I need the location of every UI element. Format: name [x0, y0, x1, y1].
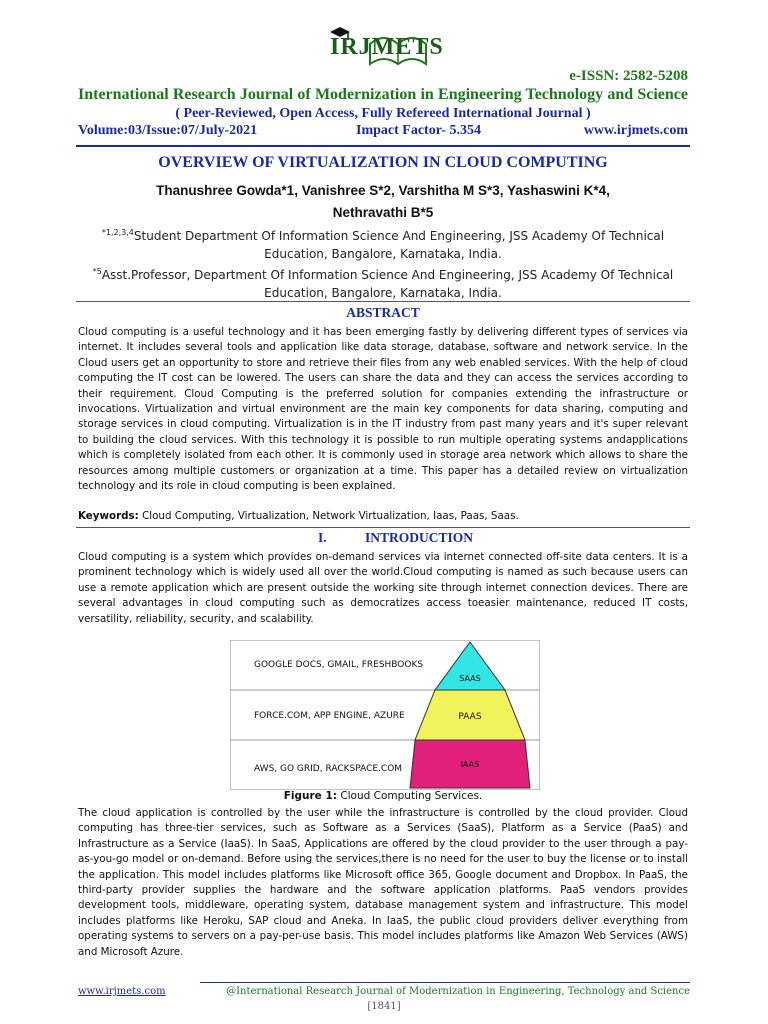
logo-text: IRJMETS: [330, 34, 444, 60]
impact-factor: Impact Factor- 5.354: [356, 123, 482, 138]
authors-line-2: Nethravathi B*5: [332, 205, 434, 220]
issn: e-ISSN: 2582-5208: [569, 68, 688, 84]
affiliation-2-text: Asst.Professor, Department Of Information Science And Engineering, JSS Academy Of Technical Education, Bangalore, Karnataka, India.: [101, 268, 674, 300]
keywords-text: Cloud Computing, Virtualization, Network Virtualization, Iaas, Paas, Saas.: [142, 510, 519, 522]
header-divider: [76, 145, 690, 147]
paas-examples: FORCE.COM, APP ENGINE, AZURE: [254, 711, 405, 721]
footer-divider: [200, 982, 690, 983]
abstract-heading: ABSTRACT: [346, 305, 420, 320]
affiliation-1-marker: *1,2,3,4: [101, 228, 134, 237]
cloud-services-figure: [230, 640, 540, 790]
intro-paragraph-1: Cloud computing is a system which provides on-demand services via internet connected off-site data centers. It is a prominent technology which is widely used all over the world.Cloud computing is named as such because users can use a remote application which are present outside the working site through internet connection devices. There are several advantages in cloud computing such as democratizes access toeasier maintenance, reduced IT costs, versatility, reliability, security, and scalability.: [78, 551, 688, 625]
figure-caption-label: Figure 1:: [283, 790, 337, 802]
paas-label: PAAS: [458, 712, 482, 722]
saas-label: SAAS: [459, 674, 481, 683]
keywords-label: Keywords:: [78, 510, 139, 522]
page-number: [1841]: [367, 1001, 401, 1012]
volume-issue: Volume:03/Issue:07/July-2021: [78, 123, 258, 138]
intro-paragraph-2: The cloud application is controlled by the user while the infrastructure is controlled by the cloud provider. Cloud computing has three-tier services, such as Software as a Services (SaaS), Platform as a Service (PaaS) and Infrastructure as a Service (IaaS). In SaaS, Applications are offered by the cloud provider to the user through a pay-as-you-go model or on-demand. Before using the services,there is no need for the user to buy the license or to install the application. This model includes platforms like Microsoft office 365, Google document and Dropbox. In PaaS, the third-party provider supplies the hardware and the software application platforms. PaaS vendors provides development tools, middleware, operating system, database management system and infrastructure. This model includes platforms like Heroku, SAP cloud and Aneka. In IaaS, the public cloud providers deliver everything from operating systems to servers on a pay-per-use basis. This model includes platforms like Amazon Web Services (AWS) and Microsoft Azure.: [78, 807, 688, 958]
keywords: [78, 509, 688, 524]
volume-row: [78, 123, 688, 143]
title-divider: [76, 301, 690, 302]
iaas-label: IAAS: [460, 760, 480, 769]
affiliation-1-text: Student Department Of Information Science And Engineering, JSS Academy Of Technical Education, Bangalore, Karnataka, India.: [133, 229, 665, 261]
authors-line-1: Thanushree Gowda*1, Vanishree S*2, Varshitha M S*3, Yashaswini K*4,: [156, 183, 610, 198]
saas-examples: GOOGLE DOCS, GMAIL, FRESHBOOKS: [254, 660, 424, 670]
journal-name: International Research Journal of Modernization in Engineering Technology and Science: [78, 86, 688, 103]
introduction-heading: INTRODUCTION: [365, 530, 474, 545]
affiliation-2-marker: *5: [92, 267, 102, 276]
cloud-services-pyramid: [230, 640, 540, 790]
peer-review-note: ( Peer-Reviewed, Open Access, Fully Refereed International Journal ): [175, 106, 591, 121]
footer-copyright: @International Research Journal of Modernization in Engineering, Technology and Science: [226, 986, 690, 997]
website-link[interactable]: www.irjmets.com: [583, 123, 688, 138]
figure-caption: [78, 790, 688, 802]
section-number: I.: [318, 530, 327, 545]
figure-caption-text: Cloud Computing Services.: [340, 790, 483, 802]
footer-website-link[interactable]: www.irjmets.com: [78, 986, 166, 997]
iaas-examples: AWS, GO GRID, RACKSPACE.COM: [254, 764, 403, 774]
authors: [78, 180, 688, 224]
affiliation-2: [78, 263, 688, 302]
abstract-text: Cloud computing is a useful technology and it has been emerging fastly by delivering different types of services via internet. It includes several tools and application like data storage, database, software and network service. In the Cloud users get an opportunity to store and retrieve their files from any web enabled services. With the help of cloud computing the IT cost can be lowered. The users can share the data and they can access the services according to their requirement. Cloud Computing is the preferred solution for companies extending the infrastructure or invocations. Virtualization and virtual environment are the main key components for data sharing, computing and storage services in cloud computing. Virtualization is in the IT industry from past many years and it's super relevant to building the cloud services. With this technology it is possible to run multiple operating systems andapplications which is completely isolated from each other. It is commonly used in storage area network which allows to share the resources among multiple customers or organization at a time. This paper has a detailed review on virtualization technology and its role in cloud computing is been explained.: [78, 326, 688, 493]
affiliation-1: [78, 224, 688, 263]
abstract-divider: [76, 527, 690, 528]
paper-title: OVERVIEW OF VIRTUALIZATION IN CLOUD COMPUTING: [158, 154, 608, 171]
journal-logo: [300, 14, 470, 78]
